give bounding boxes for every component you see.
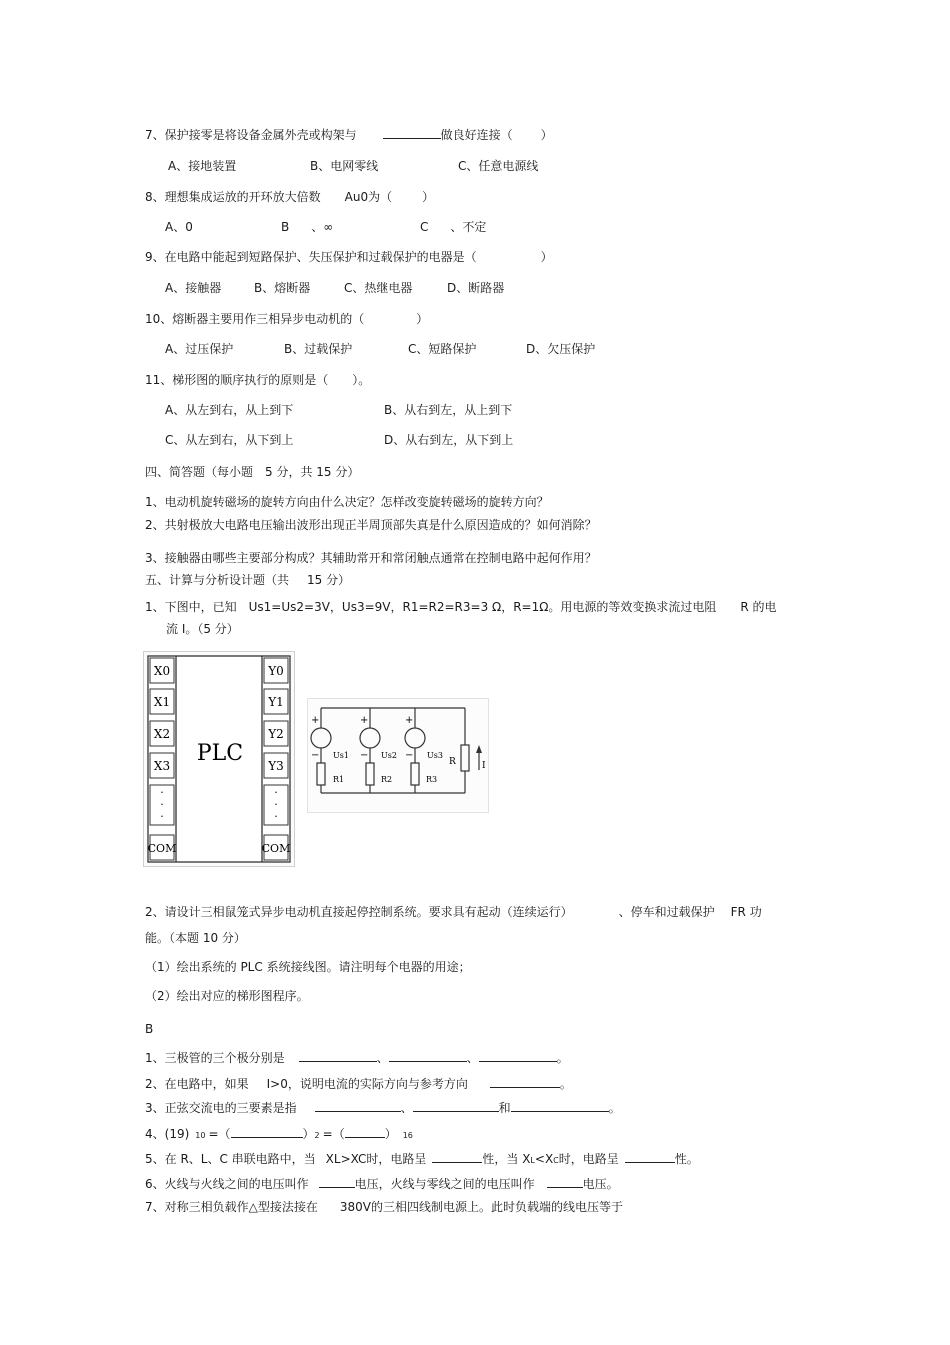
plc-input-x1: X1 xyxy=(153,695,171,709)
q11-stem: 11、梯形图的顺序执行的原则是（ ）。 xyxy=(145,373,371,387)
plc-output-y1: Y1 xyxy=(268,695,284,709)
answer-blank xyxy=(490,1075,560,1088)
plc-diagram xyxy=(143,651,295,867)
q8-option-b: B 、∞ xyxy=(281,220,334,234)
section-5-title: 五、计算与分析设计题（共 15 分） xyxy=(145,573,351,587)
answer-blank xyxy=(389,1049,467,1062)
plc-output-dot: · xyxy=(274,810,278,823)
sec4-question-3: 3、接触器由哪些主要部分构成？其辅助常开和常闭触点通常在控制电路中起何作用？ xyxy=(145,551,597,565)
q9-option-d: D、断路器 xyxy=(447,281,505,295)
part-b-title: B xyxy=(145,1022,154,1036)
minus-sign: − xyxy=(360,750,369,761)
circuit-diagram xyxy=(307,698,489,813)
answer-blank xyxy=(319,1175,355,1188)
q10-option-a: A、过压保护 xyxy=(165,342,234,356)
section-4-title: 四、简答题（每小题 5 分，共 15 分） xyxy=(145,465,360,479)
partb-question-4: 4、(19) 10 =（ ）2 =（ ） 16 xyxy=(145,1127,413,1141)
partb-question-5: 5、在 R、L、C 串联电路中，当 XL>XC时，电路呈 性，当 XL<XC时，电路呈 性。 xyxy=(145,1152,699,1166)
q7-stem: 7、保护接零是将设备金属外壳或构架与 做良好连接（ ） xyxy=(145,128,553,142)
plc-output-dot: · xyxy=(274,798,278,811)
q9-option-c: C、热继电器 xyxy=(344,281,413,295)
partb-question-1: 1、三极管的三个极分别是 、 、 。 xyxy=(145,1051,569,1065)
resistor-r2-label: R2 xyxy=(381,775,393,784)
q8-option-a: A、0 xyxy=(165,220,193,234)
plc-output-com: COM xyxy=(261,842,291,855)
sec5-question-2-cont: 能。（本题 10 分） xyxy=(145,931,246,945)
q7-option-c: C、任意电源线 xyxy=(458,159,539,173)
plc-input-x2: X2 xyxy=(153,727,171,741)
answer-blank xyxy=(625,1150,675,1163)
q9-stem: 9、在电路中能起到短路保护、失压保护和过载保护的电器是（ ） xyxy=(145,250,553,264)
q8-stem: 8、理想集成运放的开环放大倍数 Au0为（ ） xyxy=(145,190,435,204)
plus-sign: + xyxy=(360,715,369,726)
source-us1-label: Us1 xyxy=(333,751,349,760)
sec4-question-2: 2、共射极放大电路电压输出波形出现正半周顶部失真是什么原因造成的？如何消除？ xyxy=(145,518,597,532)
partb-question-2: 2、在电路中，如果 I>0，说明电流的实际方向与参考方向 。 xyxy=(145,1077,572,1091)
minus-sign: − xyxy=(311,750,320,761)
plc-input-x0: X0 xyxy=(153,664,171,678)
plc-label: PLC xyxy=(196,741,244,766)
q8-option-c: C 、不定 xyxy=(420,220,487,234)
answer-blank xyxy=(547,1175,583,1188)
answer-blank xyxy=(315,1099,401,1112)
partb-question-3: 3、正弦交流电的三要素是指 、 和 。 xyxy=(145,1101,621,1115)
sec5-question-1-cont: 流 I。（5 分） xyxy=(166,622,239,636)
q10-option-b: B、过载保护 xyxy=(284,342,353,356)
plus-sign: + xyxy=(405,715,414,726)
q7-option-a: A、接地装置 xyxy=(168,159,237,173)
minus-sign: − xyxy=(405,750,414,761)
q9-option-a: A、接触器 xyxy=(165,281,222,295)
partb-question-7: 7、对称三相负载作△型接法接在 380V的三相四线制电源上。此时负载端的线电压等于 xyxy=(145,1200,623,1214)
source-us2-label: Us2 xyxy=(381,751,397,760)
plc-output-dot: · xyxy=(274,786,278,799)
answer-blank xyxy=(345,1125,385,1138)
q7-option-b: B、电网零线 xyxy=(310,159,379,173)
answer-blank xyxy=(511,1099,609,1112)
q9-option-b: B、熔断器 xyxy=(254,281,311,295)
sec5-q2-part-2: （2）绘出对应的梯形图程序。 xyxy=(145,989,309,1003)
answer-blank xyxy=(479,1049,557,1062)
plc-input-com: COM xyxy=(147,842,177,855)
q10-option-c: C、短路保护 xyxy=(408,342,477,356)
plc-output-y0: Y0 xyxy=(268,664,284,678)
source-us3-label: Us3 xyxy=(427,751,443,760)
answer-blank xyxy=(231,1125,303,1138)
plc-input-dot: · xyxy=(160,786,164,799)
q11-option-a: A、从左到右，从上到下 xyxy=(165,403,294,417)
sec5-q2-part-1: （1）绘出系统的 PLC 系统接线图。请注明每个电器的用途； xyxy=(145,960,471,974)
load-resistor-label: R xyxy=(449,757,456,767)
q11-option-d: D、从右到左，从下到上 xyxy=(384,433,514,447)
answer-blank xyxy=(432,1150,482,1163)
plc-input-dot: · xyxy=(160,798,164,811)
answer-blank xyxy=(413,1099,499,1112)
answer-blank xyxy=(383,126,441,139)
plc-input-dot: · xyxy=(160,810,164,823)
q11-option-c: C、从左到右，从下到上 xyxy=(165,433,294,447)
resistor-r1-label: R1 xyxy=(333,775,345,784)
partb-question-6: 6、火线与火线之间的电压叫作 电压，火线与零线之间的电压叫作 电压。 xyxy=(145,1177,619,1191)
resistor-r3-label: R3 xyxy=(426,775,438,784)
plus-sign: + xyxy=(311,715,320,726)
q10-option-d: D、欠压保护 xyxy=(526,342,596,356)
current-label: I xyxy=(482,761,486,771)
plc-output-y3: Y3 xyxy=(268,759,284,773)
q11-option-b: B、从右到左，从上到下 xyxy=(384,403,513,417)
plc-output-y2: Y2 xyxy=(268,727,284,741)
plc-input-x3: X3 xyxy=(153,759,171,773)
answer-blank xyxy=(299,1049,377,1062)
sec5-question-2: 2、请设计三相鼠笼式异步电动机直接起停控制系统。要求具有起动（连续运行） 、停车和过载保护 FR 功 xyxy=(145,905,762,919)
sec5-question-1: 1、下图中，已知 Us1=Us2=3V，Us3=9V，R1=R2=R3=3 Ω，R=1Ω。用电源的等效变换求流过电阻 R 的电 xyxy=(145,600,777,614)
q10-stem: 10、熔断器主要用作三相异步电动机的（ ） xyxy=(145,312,429,326)
sec4-question-1: 1、电动机旋转磁场的旋转方向由什么决定？怎样改变旋转磁场的旋转方向？ xyxy=(145,495,549,509)
